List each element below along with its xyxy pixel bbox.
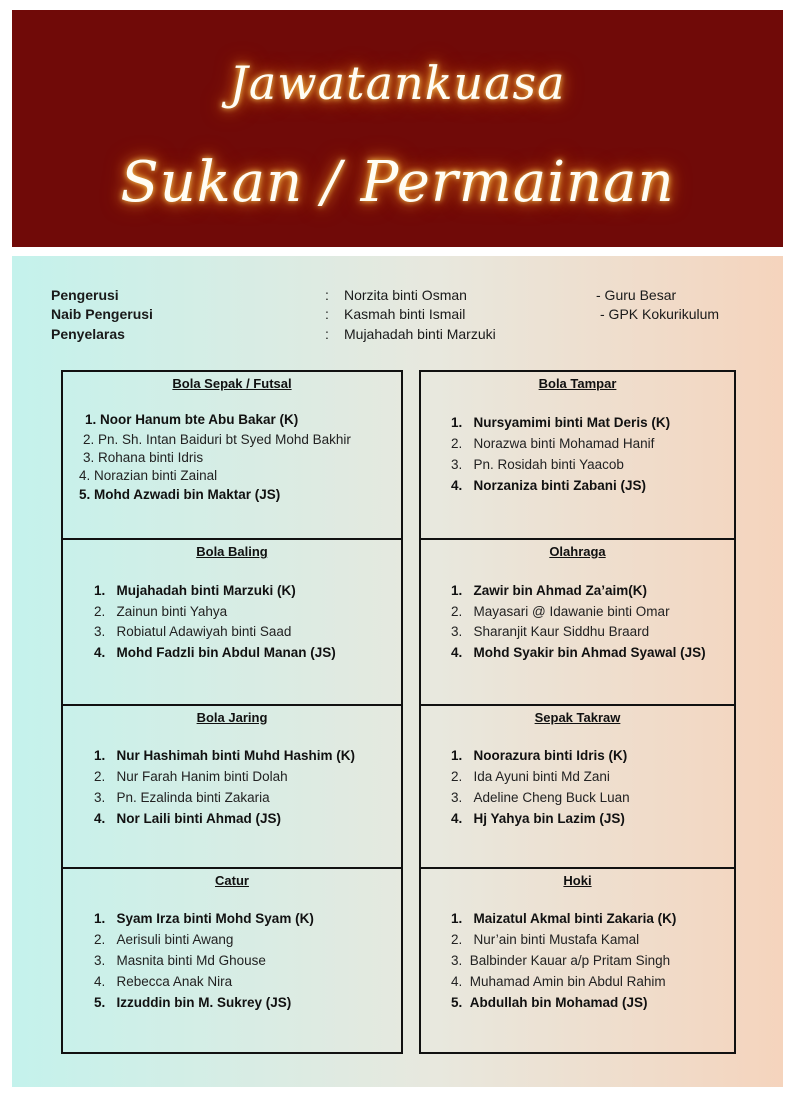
committee-row bbox=[51, 326, 751, 345]
list-item: 1. Maizatul Akmal binti Zakaria (K) bbox=[451, 911, 677, 926]
committee-separator: : bbox=[325, 287, 329, 303]
list-item: 3. Adeline Cheng Buck Luan bbox=[451, 790, 630, 805]
list-item: 1. Noorazura binti Idris (K) bbox=[451, 748, 628, 763]
sport-box-olahraga bbox=[421, 538, 734, 704]
list-item: 2. Aerisuli binti Awang bbox=[94, 932, 234, 947]
sport-box-bola-tampar bbox=[421, 372, 734, 538]
list-item: 5. Mohd Azwadi bin Maktar (JS) bbox=[79, 487, 281, 502]
sport-title: Bola Jaring bbox=[196, 710, 268, 725]
list-item: 4. Norazian binti Zainal bbox=[79, 468, 218, 483]
list-item: 3. Balbinder Kauar a/p Pritam Singh bbox=[451, 953, 671, 968]
sport-title: Olahraga bbox=[549, 544, 606, 559]
committee-row bbox=[51, 287, 751, 306]
list-item: 5. Abdullah bin Mohamad (JS) bbox=[451, 995, 648, 1010]
title-banner bbox=[12, 10, 783, 247]
committee-separator: : bbox=[325, 306, 329, 322]
list-item: 4. Hj Yahya bin Lazim (JS) bbox=[451, 811, 625, 826]
committee-separator: : bbox=[325, 326, 329, 342]
list-item: 3. Robiatul Adawiyah binti Saad bbox=[94, 624, 292, 639]
sports-column-right bbox=[419, 370, 736, 1054]
sport-title: Bola Tampar bbox=[538, 376, 617, 391]
list-item: 2. Nur’ain binti Mustafa Kamal bbox=[451, 932, 640, 947]
list-item: 3. Rohana binti Idris bbox=[83, 450, 204, 465]
list-item: 1. Nur Hashimah binti Muhd Hashim (K) bbox=[94, 748, 356, 763]
list-item: 2. Nur Farah Hanim binti Dolah bbox=[94, 769, 288, 784]
sport-box-catur bbox=[63, 867, 401, 1055]
title-line-2: Sukan / Permainan bbox=[120, 150, 675, 215]
committee-role: Pengerusi bbox=[51, 287, 119, 303]
committee-name: Norzita binti Osman bbox=[344, 287, 467, 303]
list-item: 1. Zawir bin Ahmad Za’aim(K) bbox=[451, 583, 648, 598]
committee-name: Mujahadah binti Marzuki bbox=[344, 326, 496, 342]
sport-title: Bola Baling bbox=[196, 544, 268, 559]
list-item: 4. Nor Laili binti Ahmad (JS) bbox=[94, 811, 282, 826]
list-item: 4. Norzaniza binti Zabani (JS) bbox=[451, 478, 647, 493]
list-item: 5. Izzuddin bin M. Sukrey (JS) bbox=[94, 995, 292, 1010]
committee-position: - GPK Kokurikulum bbox=[600, 306, 720, 322]
committee-role: Naib Pengerusi bbox=[51, 306, 153, 322]
list-item: 2. Mayasari @ Idawanie binti Omar bbox=[451, 604, 670, 619]
sport-title: Catur bbox=[215, 873, 249, 888]
list-item: 4. Mohd Syakir bin Ahmad Syawal (JS) bbox=[451, 645, 706, 660]
sport-box-bola-sepak bbox=[63, 372, 401, 538]
list-item: 3. Pn. Rosidah binti Yaacob bbox=[451, 457, 624, 472]
list-item: 2. Norazwa binti Mohamad Hanif bbox=[451, 436, 655, 451]
sports-column-left bbox=[61, 370, 403, 1054]
list-item: 1. Nursyamimi binti Mat Deris (K) bbox=[451, 415, 671, 430]
list-item: 2. Zainun binti Yahya bbox=[94, 604, 228, 619]
list-item: 4. Mohd Fadzli bin Abdul Manan (JS) bbox=[94, 645, 336, 660]
list-item: 1. Noor Hanum bte Abu Bakar (K) bbox=[85, 412, 299, 427]
sport-title: Bola Sepak / Futsal bbox=[172, 376, 292, 391]
list-item: 2. Pn. Sh. Intan Baiduri bt Syed Mohd Bakhir bbox=[83, 432, 351, 447]
list-item: 3. Masnita binti Md Ghouse bbox=[94, 953, 266, 968]
committee-role: Penyelaras bbox=[51, 326, 125, 342]
list-item: 4. Muhamad Amin bin Abdul Rahim bbox=[451, 974, 666, 989]
sport-box-bola-jaring bbox=[63, 704, 401, 867]
list-item: 3. Sharanjit Kaur Siddhu Braard bbox=[451, 624, 650, 639]
list-item: 4. Rebecca Anak Nira bbox=[94, 974, 233, 989]
sport-title: Sepak Takraw bbox=[534, 710, 621, 725]
list-item: 1. Syam Irza binti Mohd Syam (K) bbox=[94, 911, 314, 926]
committee-position: - Guru Besar bbox=[596, 287, 677, 303]
committee-row bbox=[51, 306, 751, 325]
sport-box-bola-baling bbox=[63, 538, 401, 704]
list-item: 2. Ida Ayuni binti Md Zani bbox=[451, 769, 610, 784]
committee-name: Kasmah binti Ismail bbox=[344, 306, 466, 322]
list-item: 1. Mujahadah binti Marzuki (K) bbox=[94, 583, 296, 598]
list-item: 3. Pn. Ezalinda binti Zakaria bbox=[94, 790, 270, 805]
content-panel bbox=[12, 256, 783, 1087]
sport-box-hoki bbox=[421, 867, 734, 1055]
title-line-1: Jawatankuasa bbox=[229, 56, 566, 110]
sport-box-sepak-takraw bbox=[421, 704, 734, 867]
sport-title: Hoki bbox=[563, 873, 592, 888]
